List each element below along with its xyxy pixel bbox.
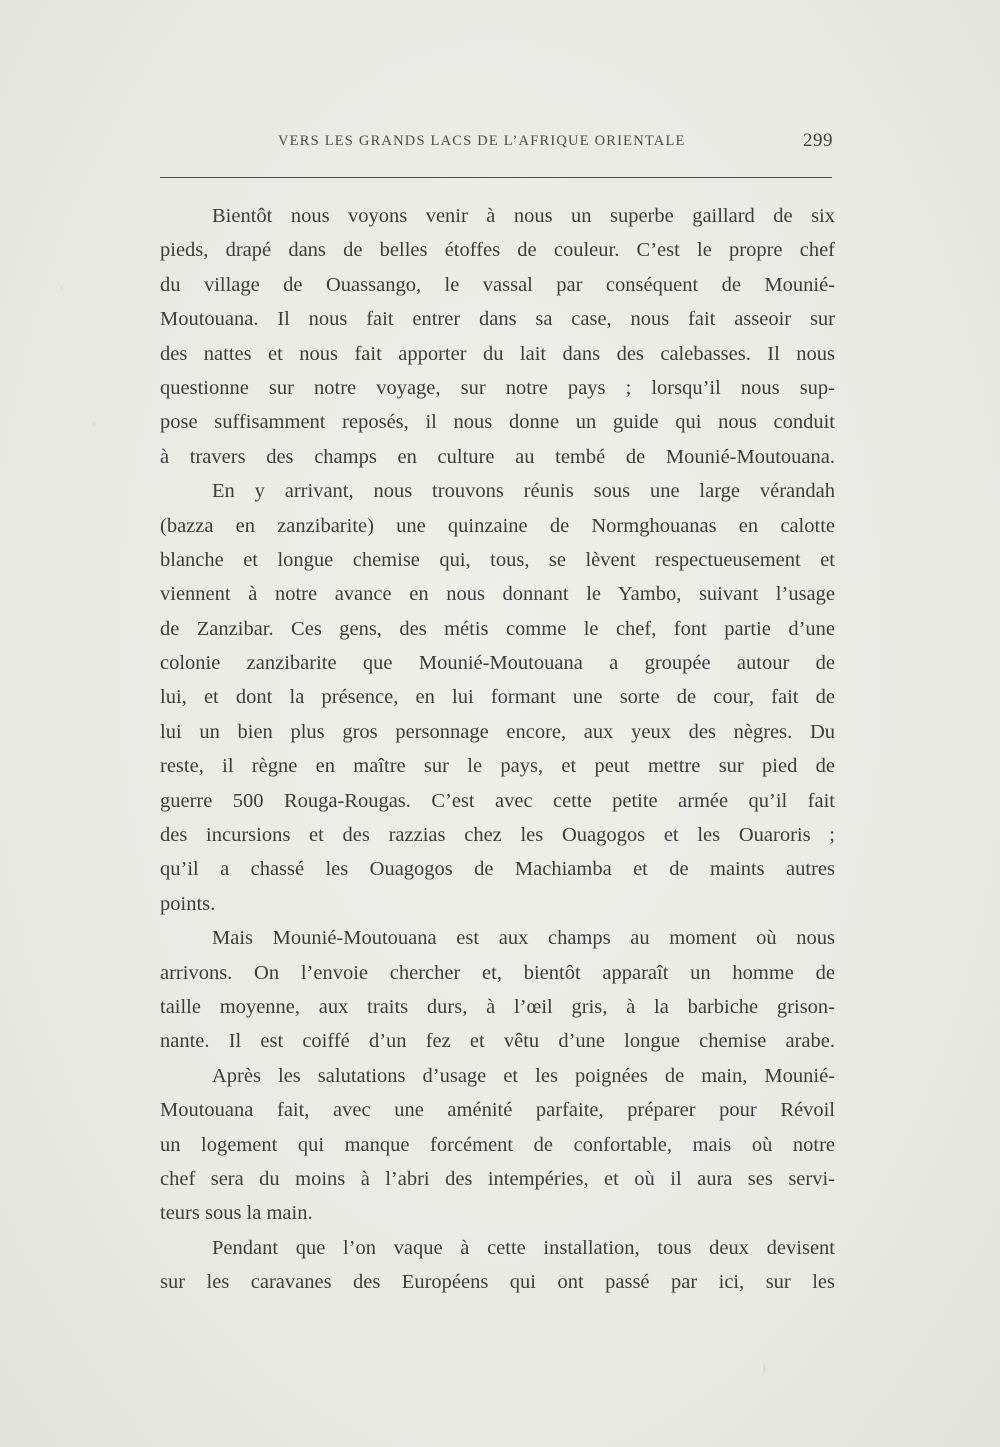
text-line: Pendant que l’on vaque à cette installation, tous deux devisent [212, 1236, 835, 1259]
text-line: Moutouana fait, avec une aménité parfaite, préparer pour Révoil [160, 1099, 835, 1122]
text-line: qu’il a chassé les Ouagogos de Machiamba et de maints autres [160, 858, 835, 881]
paper-spot [763, 1364, 766, 1373]
text-line: (bazza en zanzibarite) une quinzaine de Normghouanas en calotte [160, 514, 835, 537]
text-line: En y arrivant, nous trouvons réunis sous une large vérandah [212, 480, 835, 503]
text-line: Après les salutations d’usage et les poignées de main, Mounié- [212, 1064, 835, 1087]
text-line: arrivons. On l’envoie chercher et, bientôt apparaît un homme de [160, 961, 835, 984]
text-line: viennent à notre avance en nous donnant le Yambo, suivant l’usage [160, 583, 835, 606]
text-line: des incursions et des razzias chez les Ouagogos et les Ouaroris ; [160, 824, 835, 847]
text-line: points. [160, 892, 216, 915]
running-title: VERS LES GRANDS LACS DE L’AFRIQUE ORIENTALE [278, 133, 686, 149]
text-line: pose suffisamment reposés, il nous donne un guide qui nous conduit [160, 411, 835, 434]
text-line: des nattes et nous fait apporter du lait dans des calebasses. Il nous [160, 342, 835, 365]
text-line: questionne sur notre voyage, sur notre pays ; lorsqu’il nous sup- [160, 376, 835, 399]
paper-spot [92, 422, 96, 426]
text-line: nante. Il est coiffé d’un fez et vêtu d’une longue chemise arabe. [160, 1030, 835, 1053]
text-line: taille moyenne, aux traits durs, à l’œil gris, à la barbiche grison- [160, 995, 835, 1018]
text-line: reste, il règne en maître sur le pays, et peut mettre sur pied de [160, 755, 835, 778]
text-line: Mais Mounié-Moutouana est aux champs au moment où nous [212, 927, 835, 950]
page-number: 299 [803, 130, 833, 151]
paper-spot [60, 286, 63, 289]
header-rule [160, 177, 832, 178]
text-line: Bientôt nous voyons venir à nous un superbe gaillard de six [212, 205, 835, 227]
text-line: du village de Ouassango, le vassal par conséquent de Mounié- [160, 273, 835, 296]
text-line: à travers des champs en culture au tembé de Mounié-Moutouana. [160, 445, 835, 468]
text-line: de Zanzibar. Ces gens, des métis comme le chef, font partie d’une [160, 617, 835, 640]
text-line: lui, et dont la présence, en lui formant une sorte de cour, fait de [160, 686, 835, 709]
page-header [160, 130, 835, 160]
text-line: chef sera du moins à l’abri des intempéries, et où il aura ses servi- [160, 1167, 835, 1190]
text-line: un logement qui manque forcément de confortable, mais où notre [160, 1133, 835, 1156]
text-line: pieds, drapé dans de belles étoffes de couleur. C’est le propre chef [160, 239, 835, 262]
text-line: teurs sous la main. [160, 1202, 313, 1225]
text-line: sur les caravanes des Européens qui ont passé par ici, sur les [160, 1271, 835, 1294]
text-line: Moutouana. Il nous fait entrer dans sa case, nous fait asseoir sur [160, 308, 835, 331]
body-text [160, 199, 835, 1300]
text-line: colonie zanzibarite que Mounié-Moutouana a groupée autour de [160, 652, 835, 675]
text-line: guerre 500 Rouga-Rougas. C’est avec cette petite armée qu’il fait [160, 789, 835, 812]
text-line: blanche et longue chemise qui, tous, se lèvent respectueusement et [160, 548, 835, 571]
text-line: lui un bien plus gros personnage encore, aux yeux des nègres. Du [160, 720, 835, 743]
